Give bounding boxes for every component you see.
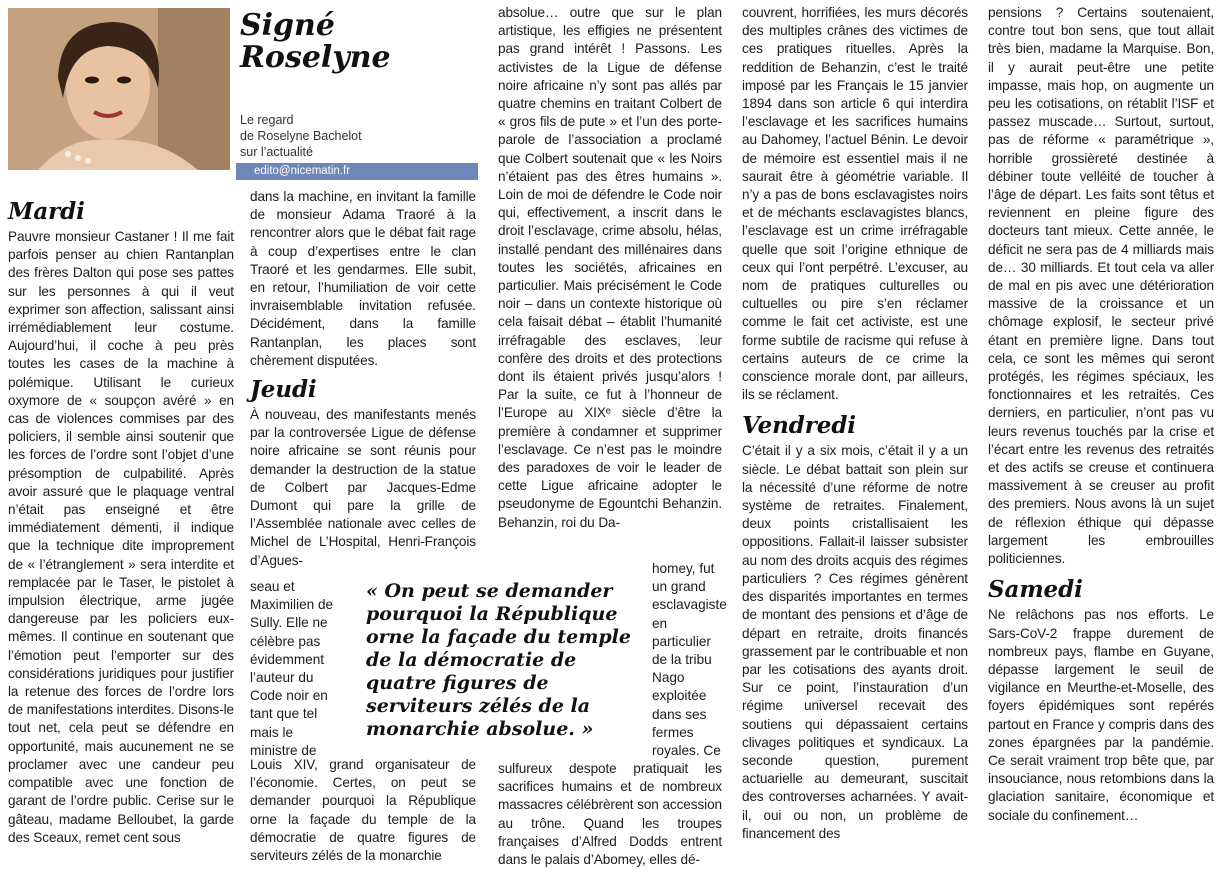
- paragraph-vendredi-col5: pensions ? Certains soutenaient, contre tout bon sens, que tout allait très bien, madame la Marquise. Bon, il y aurait peut-être une petite impasse, mais hop, on augmente un peu les cotisations, on rétablit l’ISF et passez muscade… Surtout, surtout, pas de réforme « paramétrique », horrible grossièreté destinée à débiner toute velléité de toucher à l’âge de départ. Les faits sont têtus et reviennent en pleine figure des docteurs tant mieux. Cette année, le déficit ne sera pas de 4 milliards mais de… 30 milliards. Et tout cela va aller de mal en pis avec une détérioration massive de la croissance et un chômage explosif, le secteur privé étant en première ligne. Dans tout cela, ce sont les mêmes qui seront protégés, les régimes spéciaux, les fonctionnaires et les retraités. Ces derniers, en particulier, n’ont pas vu leurs revenus touchés par la crise et l’écart entre les revenus des retraités et des actifs se creuse et continuera massivement à se creuser au profit des premiers. Nous avons là un sujet de réflexion éthique qui dépasse largement les embrouilles politiciennes.: [988, 5, 1214, 567]
- paragraph-jeudi: À nouveau, des manifestants menés par la controversée Ligue de défense noire africaine se sont réunis pour demander la destruction de la statue de Colbert par Jacques-Edme Dumont qui pare la grille de l’Assemblée nationale avec celles de Michel de L’Hospital, Henri-François d’Agues-: [250, 407, 476, 568]
- paragraph-samedi: Ne relâchons pas nos efforts. Le Sars-CoV-2 frappe durement de nombreux pays, flambe en Guyane, dépasse largement le seuil de vigilance en Meurthe-et-Moselle, des foyers épidémiques sont repérés partout en France y compris dans des zones épargnées par la pandémie. Ce serait vraiment trop bête que, par insouciance, nous retombions dans la glaciation sanitaire, économique et sociale du confinement…: [988, 607, 1214, 823]
- subtitle-line-3: sur l’actualité: [240, 145, 313, 159]
- paragraph-jeudi-narrow: seau et Maximilien de Sully. Elle ne célèbre pas évidemment l’auteur du Code noir en tant que tel mais le ministre de: [250, 579, 334, 758]
- paragraph-jeudi-bottom: Louis XIV, grand organisateur de l’économie. Certes, on peut se demander pourquoi la République orne la façade du temple de la démocratie de quatre figures de serviteurs zélés de la monarchie: [250, 757, 476, 864]
- column-3-narrow: [652, 560, 727, 760]
- column-4: [742, 4, 968, 843]
- title-line-2: Roselyne: [240, 40, 391, 75]
- paragraph-jeudi-col4: couvrent, horrifiées, les murs décorés des multiples crânes des victimes de ces pratiques rituelles. Après la reddition de Behanzin, c’est le traité imposé par les Français le 15 janvier 1894 dans son article 6 qui interdira l’esclavage et les sacrifices humains au Dahomey, l’actuel Bénin. Le devoir de mémoire est essentiel mais il ne saurait être à géométrie variable. Il n’y a pas de bons esclavagistes noirs et de méchants esclavagistes blancs, l’esclavage est un crime irréfragable quelle que soit l’origine ethnique de ceux qui l’ont perpétré. L’excuser, au nom de pratiques culturelles ou cultuelles ou pire s’en réclamer comme le fait cet activiste, est une forme subtile de racisme qui refuse à certains auteurs de ce crime la conscience morale dont, par ailleurs, ils se réclament.: [742, 5, 968, 403]
- day-heading-jeudi: Jeudi: [250, 376, 317, 404]
- paragraph-mardi-continued: dans la machine, en invitant la famille de monsieur Adama Traoré à la rencontrer alors que le débat fait rage à coup d’expertises entre le clan Traoré et les gendarmes. Elle subit, en retour, l’humiliation de voir cette invraisemblable invitation refusée. Décidément, dans la famille Rantanplan, les places sont chèrement disputées.: [250, 189, 476, 368]
- day-heading-samedi: Samedi: [988, 576, 1083, 604]
- column-subtitle: [240, 112, 362, 160]
- portrait-image: [8, 8, 230, 170]
- subtitle-line-2: de Roselyne Bachelot: [240, 129, 362, 143]
- column-title: [240, 10, 391, 74]
- column-2-narrow: [250, 578, 342, 760]
- day-heading-mardi: Mardi: [8, 198, 85, 225]
- paragraph-vendredi: C’était il y a six mois, c’était il y a un siècle. Le débat battait son plein sur la nécessité d’une réforme de notre système de retraites. Finalement, deux points cristallisaient les oppositions. Fallait-il laisser subsister au nom des droits acquis des régimes particuliers ? Ces régimes génèrent des disparités importantes en termes de montant des pensions et d’âge de départ en retraite, droits financés grassement par le contribuable et non par les cotisations des ayants droit. Sur ce point, l’instauration d’un régime universel recevait des soutiens qui dépassaient certains clivages politiques et syndicaux. La seconde question, purement actuarielle au demeurant, suscitait des controverses acharnées. Y avait-il, oui ou non, un problème de financement des: [742, 443, 968, 841]
- column-2: [250, 188, 476, 570]
- subtitle-line-1: Le regard: [240, 113, 294, 127]
- email-link[interactable]: edito@nicematin.fr: [254, 165, 351, 177]
- column-3: [498, 4, 722, 532]
- email-bar[interactable]: [236, 163, 478, 180]
- paragraph-jeudi-col3: absolue… outre que sur le plan artistique, les effigies ne présentent pas grand intérêt ! Passons. Les activistes de la Ligue de défense noire africaine n’y sont pas allés par quatre chemins en traitant Colbert de « gros fils de pute » et l’un des porte-parole de l’association a proclamé que Colbert soutenait que « les Noirs n’étaient pas des êtres humains ». Loin de moi de défendre le Code noir qui, effectivement, a inscrit dans le droit l’esclavage, crime absolu, hélas, installé pendant des millénaires dans toutes les sociétés, africaines en particulier. Mais précisément le Code noir – dans un contexte historique où cela faisait débat – établit l’humanité irréfragable des esclaves, leur confère des droits et des protections dont ils étaient privés jusqu’alors ! Par la suite, ce fut à l’honneur de l’Europe au XIXᵉ siècle d’être la première à condamner et supprimer l’esclavage. Ce n’est pas le moindre des paradoxes de voir le leader de cette Ligue africaine adopter le pseudonyme de Egountchi Behanzin. Behanzin, roi du Da-: [498, 5, 722, 530]
- author-photo: [8, 8, 230, 170]
- day-heading-vendredi: Vendredi: [742, 412, 856, 440]
- column-5: [988, 4, 1214, 825]
- paragraph-mardi: Pauvre monsieur Castaner ! Il me fait parfois penser au chien Rantanplan des frères Dalton qui pose ses pattes sur les personnes à qui il veut exprimer son affection, salissant ainsi irrémédiablement leur costume. Aujourd’hui, il coche à peu près toutes les cases de la machine à polémique. Utilisant le curieux oxymore de « soupçon avéré » en cas de violences commises par des policiers, il semble ainsi soutenir que les forces de l’ordre sont l’objet d’une présomption de culpabilité. Après avoir assuré que le plaquage ventral n’était pas enseigné et être immédiatement démenti, il indique que la technique dite improprement de « l’étranglement » sera interdite et remplacée par le Taser, le pistolet à impulsion électrique, arme jugée dangereuse par les policiers eux-mêmes. Il continue en soutenant que l’émotion peut l’emporter sur des considérations juridiques pour justifier la retenue des forces de l’ordre lors de manifestations interdites. Disons-le tout net, cela peut se défendre en opportunité, mais aucunement ne se proclamer avec une candeur peu compatible avec une fonction de garant de l’ordre public. Cerise sur le gâteau, madame Belloubet, la garde des Sceaux, remet cent sous: [8, 229, 234, 845]
- column-2-bottom: [250, 756, 476, 865]
- paragraph-jeudi-col3-narrow: homey, fut un grand esclavagiste en particulier de la tribu Nago exploitée dans ses fermes royales. Ce: [652, 561, 727, 759]
- title-line-1: Signé: [240, 8, 335, 43]
- paragraph-jeudi-col3-bottom: sulfureux despote pratiquait les sacrifices humains et de nombreux massacres célébrèrent son accession au trône. Quand les troupes françaises d’Alfred Dodds entrent dans le palais d’Abomey, elles dé-: [498, 761, 722, 868]
- pull-quote: « On peut se demander pourquoi la République orne la façade du temple de la démocratie de quatre figures de serviteurs zélés de la monarchie absolue. »: [366, 580, 631, 740]
- column-3-bottom: [498, 760, 722, 869]
- column-1: [8, 198, 234, 847]
